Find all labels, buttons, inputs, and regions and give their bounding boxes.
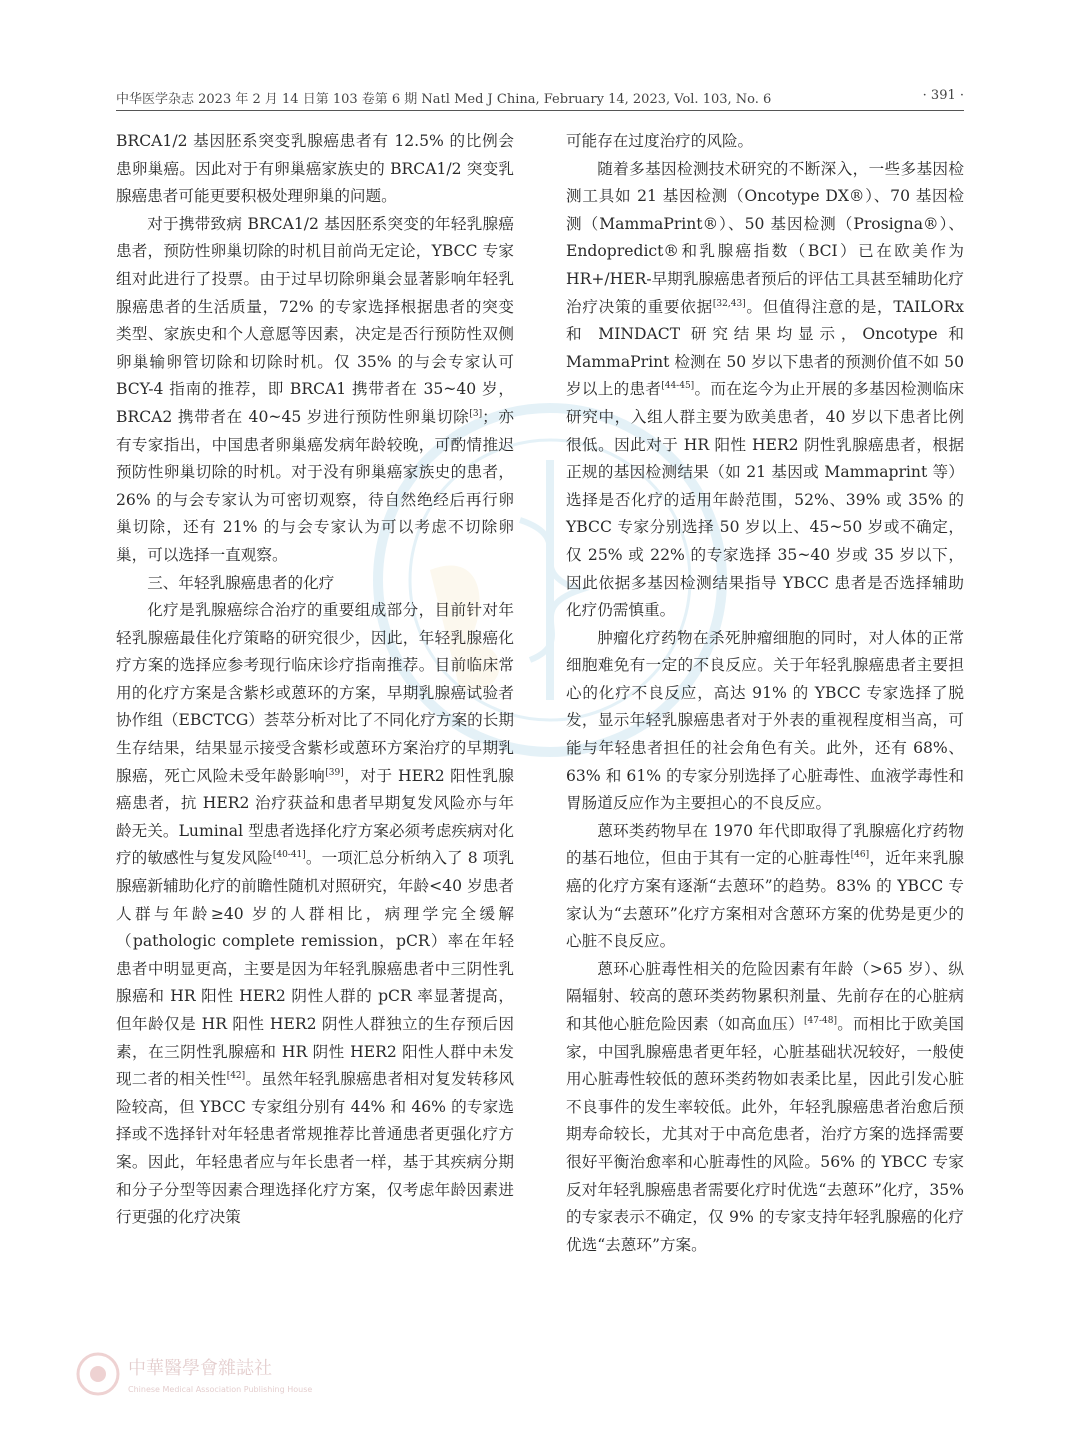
page-number: · 391 · bbox=[922, 88, 964, 103]
paragraph: 对于携带致病 BRCA1/2 基因胚系突变的年轻乳腺癌患者，预防性卵巢切除的时机目前尚无定论，YBCC 专家组对此进行了投票。由于过早切除卵巢会显著影响年轻乳腺癌患者的生活质量，72% 的专家选择根据患者的突变类型、家族史和个人意愿等因素，决定是否行预防性双侧卵巢输卵管切除和切除时机。仅 35% 的与会专家认可 BCY-4 指南的推荐，即 BRCA1 携带者在 35~40 岁，BRCA2 携带者在 40~45 岁进行预防性卵巢切除[3]；亦有专家指出，中国患者卵巢癌发病年龄较晚，可酌情推迟预防性卵巢切除的时机。对于没有卵巢癌家族史的患者，26% 的与会专家认为可密切观察，待自然绝经后再行卵巢切除，还有 21% 的与会专家认为可以考虑不切除卵巢，可以选择一直观察。 bbox=[116, 214, 514, 564]
citation-ref: [42] bbox=[226, 1071, 246, 1081]
paragraph: 可能存在过度治疗的风险。 bbox=[566, 132, 754, 150]
paragraph: 蒽环类药物早在 1970 年代即取得了乳腺癌化疗药物的基石地位，但由于其有一定的心脏毒性[46]，近年来乳腺癌的化疗方案有逐渐“去蒽环”的趋势。83% 的 YBCC 专家认为“去蒽环”化疗方案相对含蒽环方案的优势是更少的心脏不良反应。 bbox=[566, 821, 964, 951]
paragraph: 化疗是乳腺癌综合治疗的重要组成部分，目前针对年轻乳腺癌最佳化疗策略的研究很少，因此，年轻乳腺癌化疗方案的选择应参考现行临床诊疗指南推荐。目前临床常用的化疗方案是含紫杉或蒽环的方案，早期乳腺癌试验者协作组（EBCTCG）荟萃分析对比了不同化疗方案的长期生存结果，结果显示接受含紫杉或蒽环方案治疗的早期乳腺癌，死亡风险未受年龄影响[39]，对于 HER2 阳性乳腺癌患者，抗 HER2 治疗获益和患者早期复发风险亦与年龄无关。Luminal 型患者选择化疗方案必须考虑疾病对化疗的敏感性与复发风险[40-41]。一项汇总分析纳入了 8 项乳腺癌新辅助化疗的前瞻性随机对照研究，年龄<40 岁患者人群与年龄≥40 岁的人群相比，病理学完全缓解（pathologic complete remission，pCR）率在年轻患者中明显更高，主要是因为年轻乳腺癌患者中三阴性乳腺癌和 HR 阳性 HER2 阴性人群的 pCR 率显著提高，但年龄仅是 HR 阳性 HER2 阴性人群独立的生存预后因素，在三阴性乳腺癌和 HR 阴性 HER2 阳性人群中未发现二者的相关性[42]。虽然年轻乳腺癌患者相对复发转移风险较高，但 YBCC 专家组分别有 44% 和 46% 的专家选择或不选择针对年轻患者常规推荐比普通患者更强化疗方案。因此，年轻患者应与年长患者一样，基于其疾病分期和分子分型等因素合理选择化疗方案，仅考虑年龄因素进行更强的化疗决策 bbox=[116, 601, 514, 1227]
publisher-name-en: Chinese Medical Association Publishing House bbox=[128, 1385, 313, 1394]
paragraph: 随着多基因检测技术研究的不断深入，一些多基因检测工具如 21 基因检测（Oncotype DX®）、70 基因检测（MammaPrint®）、50 基因检测（Prosigna®）、Endopredict®和乳腺癌指数（BCI）已在欧美作为 HR+/HER-早期乳腺癌患者预后的评估工具甚至辅助化疗治疗决策的重要依据[32,43]。但值得注意的是，TAILORx 和 MINDACT 研究结果均显示，Oncotype 和 MammaPrint 检测在 50 岁以下患者的预测价值不如 50 岁以上的患者[44-45]。而在迄今为止开展的多基因检测临床研究中，入组人群主要为欧美患者，40 岁以下患者比例很低。因此对于 HR 阳性 HER2 阴性乳腺癌患者，根据正规的基因检测结果（如 21 基因或 Mammaprint 等）选择是否化疗的适用年龄范围，52%、39% 或 35% 的 YBCC 专家分别选择 50 岁以上、45~50 岁或不确定，仅 25% 或 22% 的专家选择 35~40 岁或 35 岁以下，因此依据多基因检测结果指导 YBCC 患者是否选择辅助化疗仍需慎重。 bbox=[566, 159, 964, 620]
right-column bbox=[566, 128, 964, 1259]
citation-ref: [46] bbox=[850, 850, 870, 861]
paragraph: 肿瘤化疗药物在杀死肿瘤细胞的同时，对人体的正常细胞难免有一定的不良反应。关于年轻乳腺癌患者主要担心的化疗不良反应，高达 91% 的 YBCC 专家选择了脱发，显示年轻乳腺癌患者对于外表的重视程度相当高，可能与年轻患者担任的社会角色有关。此外，还有 68%、63% 和 61% 的专家分别选择了心脏毒性、血液学毒性和胃肠道反应作为主要担心的不良反应。 bbox=[566, 628, 964, 813]
citation-ref: [47-48] bbox=[804, 1015, 838, 1026]
citation-ref: [44-45] bbox=[661, 381, 695, 392]
citation-ref: [32,43] bbox=[712, 298, 746, 309]
journal-citation: 中华医学杂志 2023 年 2 月 14 日第 103 卷第 6 期 Natl Med J China, February 14, 2023, Vol. 103, No. 6 bbox=[116, 92, 772, 107]
paragraph: 蒽环心脏毒性相关的危险因素有年龄（>65 岁）、纵隔辐射、较高的蒽环类药物累积剂量、先前存在的心脏病和其他心脏危险因素（如高血压）[47-48]。而相比于欧美国家，中国乳腺癌患者更年轻，心脏基础状况较好，一般使用心脏毒性较低的蒽环类药物如表柔比星，因此引发心脏不良事件的发生率较低。此外，年轻乳腺癌患者治愈后预期寿命较长，尤其对于中高危患者，治疗方案的选择需要很好平衡治愈率和心脏毒性的风险。56% 的 YBCC 专家反对年轻乳腺癌患者需要化疗时优选“去蒽环”化疗，35% 的专家表示不确定，仅 9% 的专家支持年轻乳腺癌的化疗优选“去蒽环”方案。 bbox=[566, 959, 964, 1254]
paragraph: BRCA1/2 基因胚系突变乳腺癌患者有 12.5% 的比例会患卵巢癌。因此对于有卵巢癌家族史的 BRCA1/2 突变乳腺癌患者可能更要积极处理卵巢的问题。 bbox=[116, 132, 514, 206]
citation-ref: [3] bbox=[469, 408, 483, 419]
section-heading: 三、年轻乳腺癌患者的化疗 bbox=[147, 573, 335, 592]
publisher-logo bbox=[74, 1344, 474, 1404]
left-column bbox=[116, 128, 514, 1232]
running-header bbox=[116, 86, 964, 111]
citation-ref: [39] bbox=[325, 767, 344, 778]
citation-ref: [40-41] bbox=[272, 850, 306, 861]
publisher-name: 中華醫學會雜誌社 bbox=[128, 1358, 272, 1379]
